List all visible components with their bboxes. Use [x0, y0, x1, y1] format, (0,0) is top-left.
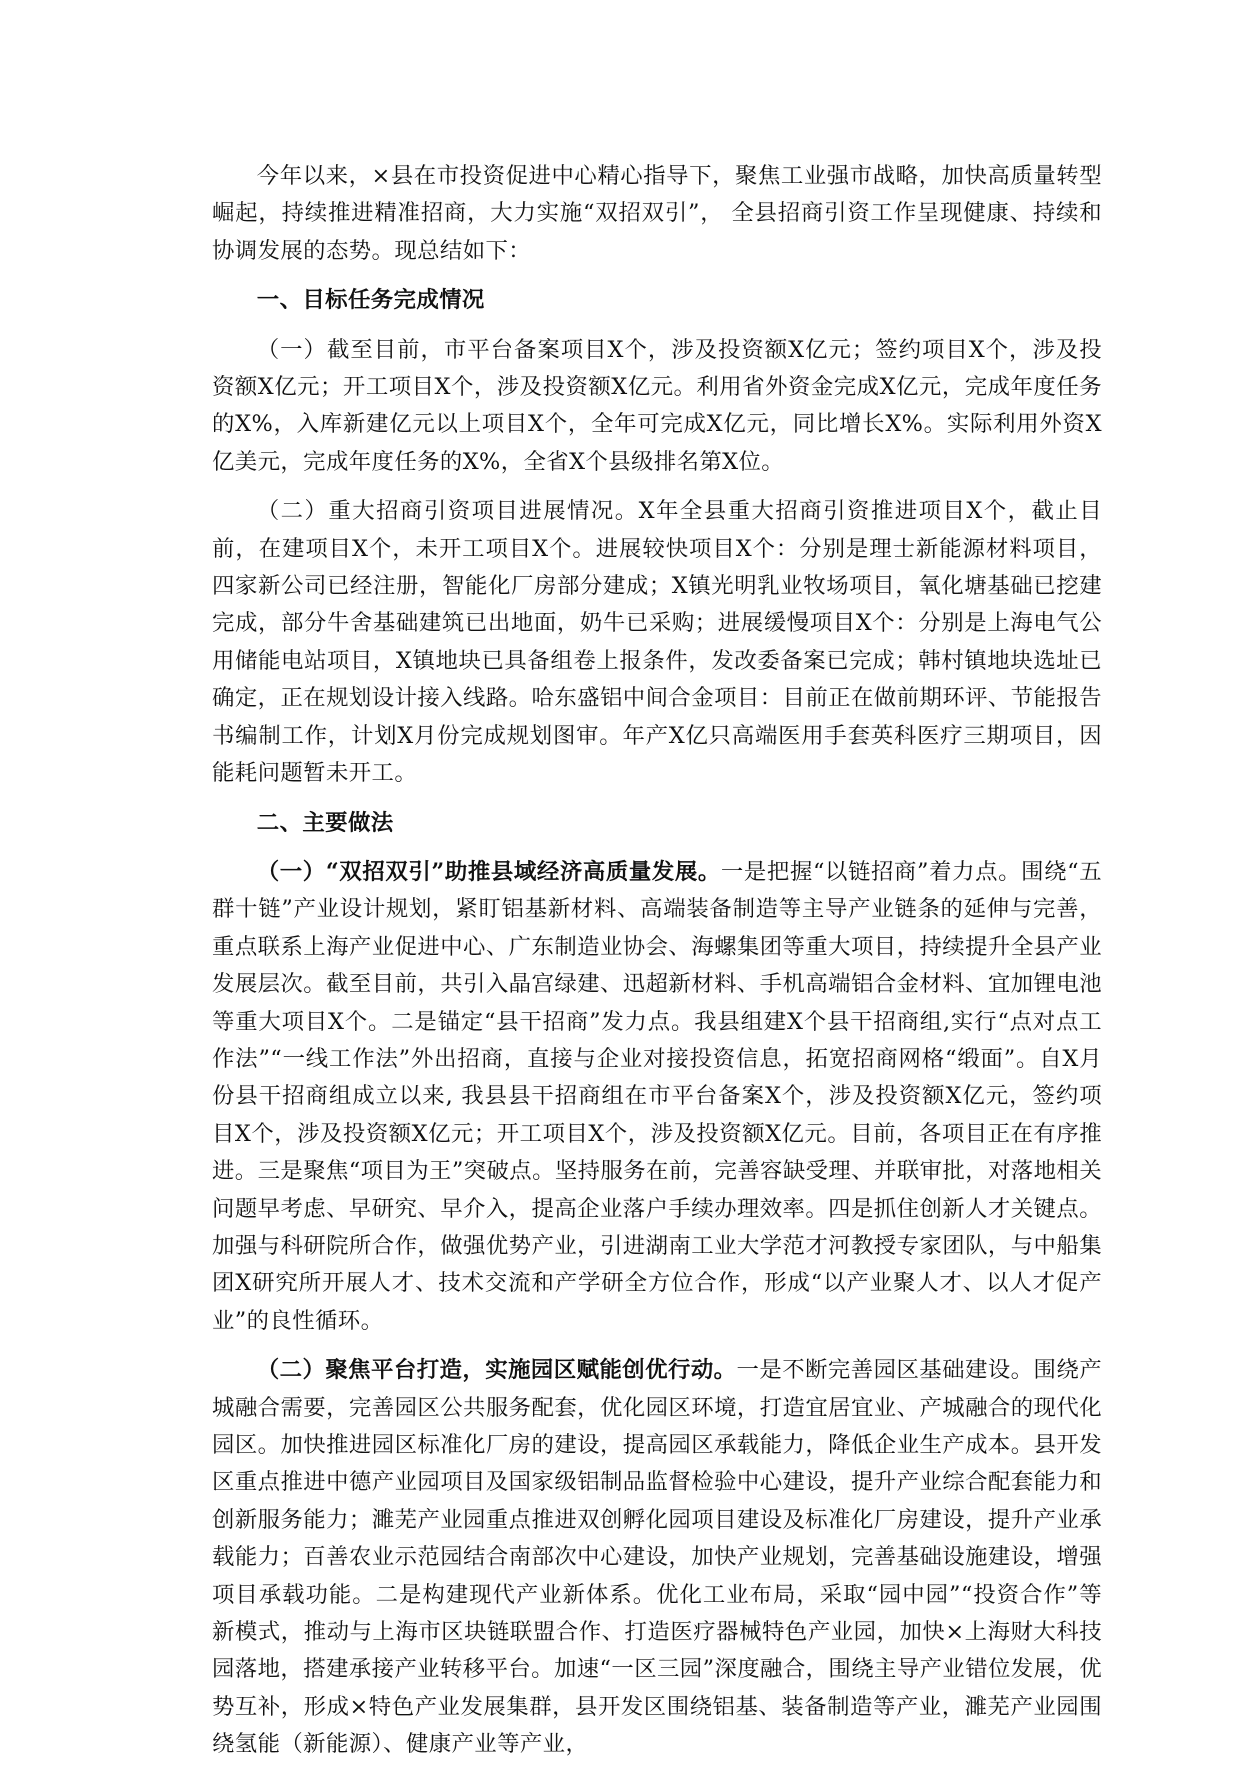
paragraph-major-projects: （二）重大招商引资项目进展情况。X年全县重大招商引资推进项目X个，截止目前，在建项目X个，未开工项目X个。进展较快项目X个：分别是理士新能源材料项目，四家新公司已经注册，智能化厂房部分建成；X镇光明乳业牧场项目，氧化塘基础已挖建完成，部分牛舍基础建筑已出地面，奶牛已采购；进展缓慢项目X个：分别是上海电气公用储能电站项目，X镇地块已具备组卷上报条件，发改委备案已完成；韩村镇地块选址已确定，正在规划设计接入线路。哈东盛铝中间合金项目：目前正在做前期环评、节能报告书编制工作，计划X月份完成规划图审。年产X亿只高端医用手套英科医疗三期项目，因能耗问题暂未开工。: [212, 498, 1102, 787]
paragraph-text-platform-building: 一是不断完善园区基础建设。围绕产城融合需要，完善园区公共服务配套，优化园区环境，打造宜居宜业、产城融合的现代化园区。加快推进园区标准化厂房的建设，提高园区承载能力，降低企业生产成本。县开发区重点推进中德产业园项目及国家级铝制品监督检验中心建设，提升产业综合配套能力和创新服务能力；濉芜产业园重点推进双创孵化园项目建设及标准化厂房建设，提升产业承载能力；百善农业示范园结合南部次中心建设，加快产业规划，完善基础设施建设，增强项目承载功能。二是构建现代产业新体系。优化工业布局，采取“园中园”“投资合作”等新模式，推动与上海市区块链联盟合作、打造医疗器械特色产业园，加快×上海财大科技园落地，搭建承接产业转移平台。加速“一区三园”深度融合，围绕主导产业错位发展，优势互补，形成×特色产业发展集群，县开发区围绕铝基、装备制造等产业，濉芜产业园围绕氢能（新能源）、健康产业等产业，: [212, 1357, 1102, 1758]
paragraph-goals-stats: （一）截至目前，市平台备案项目X个，涉及投资额X亿元；签约项目X个，涉及投资额X亿元；开工项目X个，涉及投资额X亿元。利用省外资金完成X亿元，完成年度任务的X%，入库新建亿元以上项目X个，全年可完成X亿元，同比增长X%。实际利用外资X亿美元，完成年度任务的X%，全省X个县级排名第X位。: [212, 336, 1102, 475]
section-heading-goals: 一、目标任务完成情况: [256, 287, 485, 314]
paragraph-lead-platform-building: （二）聚焦平台打造，实施园区赋能创优行动。: [256, 1357, 737, 1384]
section-heading-methods: 二、主要做法: [256, 809, 394, 836]
paragraph-lead-dual-recruitment: （一）“双招双引”助推县域经济高质量发展。: [256, 858, 721, 885]
intro-paragraph: 今年以来，×县在市投资促进中心精心指导下，聚焦工业强市战略，加快高质量转型崛起，持续推进精准招商，大力实施“双招双引”， 全县招商引资工作呈现健康、持续和协调发展的态势。现总结如下：: [212, 163, 1102, 264]
paragraph-platform-building: [212, 1352, 1102, 1763]
paragraph-dual-recruitment: [212, 854, 1102, 1340]
document-page: [212, 158, 1102, 1776]
paragraph-text-dual-recruitment: 一是把握“以链招商”着力点。围绕“五群十链”产业设计规划，紧盯铝基新材料、高端装备制造等主导产业链条的延伸与完善，重点联系上海产业促进中心、广东制造业协会、海螺集团等重大项目，持续提升全县产业发展层次。截至目前，共引入晶宫绿建、迅超新材料、手机高端铝合金材料、宜加锂电池等重大项目X个。二是锚定“县干招商”发力点。我县组建X个县干招商组,实行“点对点工作法”“一线工作法”外出招商，直接与企业对接投资信息，拓宽招商网格“缎面”。自X月份县干招商组成立以来, 我县县干招商组在市平台备案X个，涉及投资额X亿元，签约项目X个，涉及投资额X亿元；开工项目X个，涉及投资额X亿元。目前，各项目正在有序推进。三是聚焦“项目为王”突破点。坚持服务在前，完善容缺受理、并联审批，对落地相关问题早考虑、早研究、早介入，提高企业落户手续办理效率。四是抓住创新人才关键点。加强与科研院所合作，做强优势产业，引进湖南工业大学范才河教授专家团队，与中船集团X研究所开展人才、技术交流和产学研全方位合作，形成“以产业聚人才、以人才促产业”的良性循环。: [212, 858, 1102, 1334]
